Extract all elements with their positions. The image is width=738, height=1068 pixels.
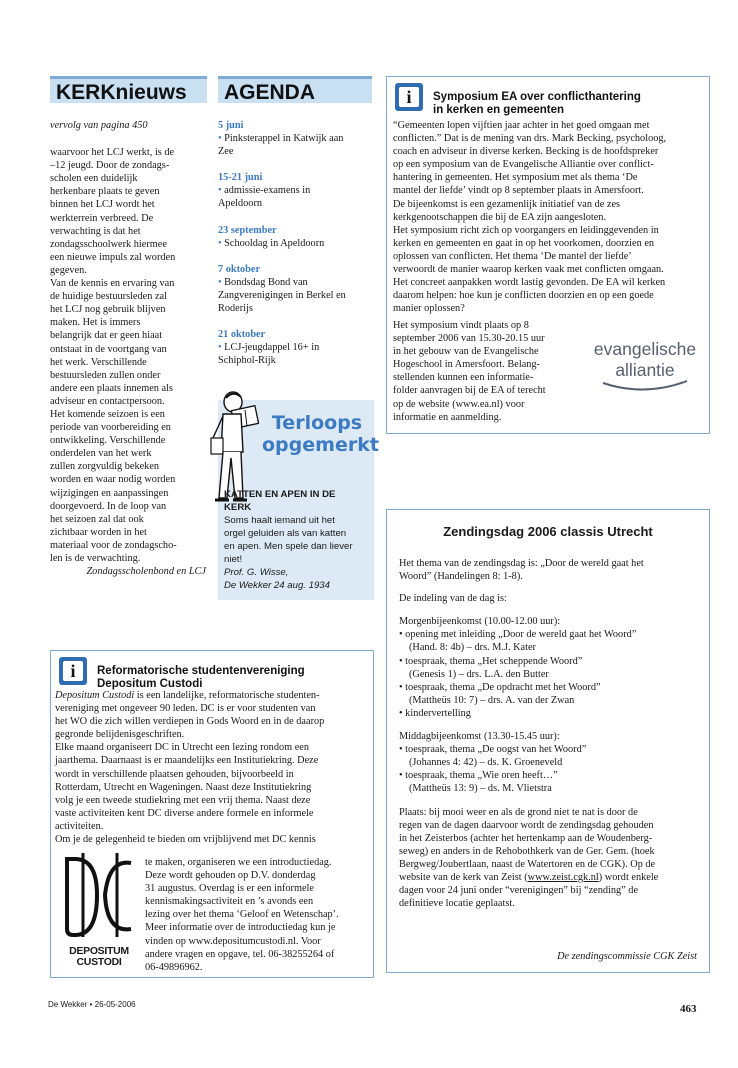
text-line: orgel geluiden als van katten [224, 528, 347, 539]
depositum-custodi-logo [57, 849, 141, 969]
text-line: en apen. Men spele dan liever [224, 541, 353, 552]
reformatorische-lead: Depositum Custodi is een landelijke, reformatorische studenten- [55, 690, 320, 701]
text-line: stellenden kunnen een informatie- [393, 372, 534, 384]
zending-afternoon-heading: Middagbijeenkomst (13.30-15.45 uur): [399, 731, 560, 743]
text-line: kennismakingsactiviteit en ’s avonds een [145, 896, 314, 908]
text-line: in het Zeisterbos (achter het hertenkamp aan de Woudenberg- [399, 832, 653, 844]
dc-logo-text1: DEPOSITUM [69, 945, 129, 957]
zending-afternoon-item: • toespraak, thema „Wie oren heeft…” [399, 770, 558, 782]
zending-morning-item: • toespraak, thema „Het scheppende Woord” [399, 655, 583, 667]
agenda-line: • LCJ-jeugdappel 16+ in [218, 342, 320, 354]
agenda-line: Apeldoorn [218, 198, 263, 210]
text-line: ontwikkeling. Verschillende [50, 435, 166, 447]
text-line: adviseur en contactpersoon. [50, 395, 165, 407]
agenda-list [218, 119, 378, 380]
text-line: verwoordt de manier waarop kerken vaak met conflicten omgaan. [393, 264, 664, 276]
text-line: conflicten.” Dat is de mening van drs. Mark Becking, psycholoog, [393, 133, 667, 145]
kerknieuws-signature: Zondagsscholenbond en LCJ [86, 566, 206, 578]
text-line: “Gemeenten lopen vijftien jaar achter in het goed omgaan met [393, 120, 650, 131]
zendingsdag-title: Zendingsdag 2006 classis Utrecht [443, 524, 653, 539]
text-line: worden en waar nodig worden [50, 474, 176, 486]
symposium-body-2 [393, 319, 583, 424]
text-line: kerkgenootschappen die bij de EA zijn aangesloten. [393, 211, 607, 223]
text-line: periode van voorbereiding en [50, 422, 171, 434]
kerknieuws-vervolg: vervolg van pagina 450 [50, 120, 148, 131]
text-line: verwachting is dat het [50, 225, 141, 237]
agenda-line: Schiphol-Rijk [218, 355, 276, 367]
text-line: Rotterdam, Utrecht en Wageningen. Naast deze Institutiekring [55, 781, 312, 793]
text-line: seweg) en anders in de Rehobothkerk van de Ger. Gem. (hoek [399, 845, 655, 857]
agenda-line: Zangverenigingen in Berkel en [218, 289, 346, 301]
text-line: werkterrein verbreed. De [50, 212, 154, 224]
footer-publication: De Wekker • 26-05-2006 [48, 1000, 136, 1009]
text-line: op de website (www.ea.nl) voor [393, 398, 525, 410]
logo-swoosh [595, 379, 695, 393]
terloops-title-line2: opgemerkt [262, 434, 379, 456]
text-line: het seizoen zal dat ook [50, 513, 144, 525]
text-line: belangrijk dat er geen hiaat [50, 330, 163, 342]
text-line: bestuursleden zullen onder [50, 369, 161, 381]
text-line: wordt in verschillende plaatsen gehouden, bijvoorbeeld in [55, 768, 294, 780]
text-line: oplossen van conflicten. Het thema ‘De mantel der liefde’ [393, 250, 632, 262]
text-line: 06-49896962. [145, 961, 203, 973]
text-line: te maken, organiseren we een introductiedag. [145, 857, 332, 868]
zeist-cgk-link[interactable]: www.zeist.cgk.nl [527, 871, 599, 883]
text-line: maken. Het is immers [50, 317, 141, 329]
terloops-heading-line1: KATTEN EN APEN IN DE [224, 489, 336, 500]
zending-morning-item: • opening met inleiding „Door de wereld gaat het Woord” [399, 629, 637, 641]
agenda-item [218, 263, 378, 315]
text-line: Het symposium richt zich op voorgangers en leidinggevenden in [393, 224, 659, 236]
page-number: 463 [680, 1003, 697, 1015]
text-line: activiteiten. [55, 820, 104, 832]
symposium-box [386, 76, 710, 434]
text-line: Plaats: bij mooi weer en als de grond niet te nat is door de [399, 806, 638, 818]
agenda-date: 23 september [218, 224, 277, 236]
zending-morning-item-detail: (Mattheüs 10: 7) – drs. A. van der Zwan [409, 694, 575, 706]
text-line: onderdelen van het werk [50, 448, 152, 460]
text-line: de huidige bestuursleden zal [50, 291, 167, 303]
text-line: De bijeenkomst is een gezamenlijk initiatief van de zes [393, 198, 621, 210]
text-line: materiaal voor de zondagscho- [50, 539, 177, 551]
zending-intro-line2: Woord” (Handelingen 8: 1-8). [399, 571, 523, 583]
symposium-title-line1: Symposium EA over conflicthantering [433, 91, 641, 103]
text-line: september 2006 van 15.30-20.15 uur [393, 333, 545, 345]
reformatorische-body-2 [145, 856, 371, 974]
text-line: binnen het LCJ wordt het [50, 199, 155, 211]
info-icon: i [59, 657, 87, 685]
text-line: Het symposium vindt plaats op 8 [393, 320, 529, 331]
logo-line1: evangelische [593, 339, 697, 359]
text-line: coach en adviseur in diverse kerken. Becking is de hoofdspreker [393, 146, 659, 158]
text-line: doorgevoerd. In de loop van [50, 500, 167, 512]
kerknieuws-body [50, 146, 210, 565]
terloops-heading-line2: KERK [224, 502, 252, 513]
text-line: het LCJ nog gebruik blijven [50, 304, 166, 316]
reformatorische-title-line1: Reformatorische studentenvereniging [97, 665, 305, 677]
text-line: manier oplossen? [393, 303, 465, 315]
symposium-title-line2: in kerken en gemeenten [433, 104, 565, 116]
text-line: Hogeschool in Amersfoort. Belang- [393, 359, 540, 371]
text-line: het werk. Verschillende [50, 356, 147, 368]
agenda-title: AGENDA [224, 81, 316, 104]
evangelische-alliantie-logo [581, 339, 709, 393]
symposium-title [433, 91, 703, 117]
kerknieuws-column [50, 119, 210, 578]
terloops-title-line1: Terloops [271, 412, 363, 434]
text-line: jaarthema. Daarnaast is er maandelijks een Institutiekring. Deze [55, 755, 319, 767]
text-line: zondagsschoolwerk hiermee [50, 238, 167, 250]
zending-afternoon-item-detail: (Johannes 4: 42) – ds. K. Groeneveld [409, 757, 563, 769]
text-line: zullen zorgvuldig bekeken [50, 461, 160, 473]
agenda-line: • Bondsdag Bond van [218, 276, 308, 288]
agenda-date: 5 juni [218, 120, 244, 131]
text-line: herkenbare plaats te geven [50, 186, 160, 198]
zending-signature: De zendingscommissie CGK Zeist [557, 951, 697, 962]
agenda-date: 21 oktober [218, 329, 266, 341]
text-line: len is de verwachting. [50, 553, 141, 564]
text-line: vinden op www.depositumcustodi.nl. Voor [145, 935, 321, 947]
agenda-date: 15-21 juni [218, 172, 263, 184]
agenda-date: 7 oktober [218, 263, 261, 275]
dc-logo-text2: CUSTODI [76, 956, 122, 968]
text-line: niet! [224, 554, 243, 565]
agenda-item [218, 171, 378, 210]
text-line: Soms haalt iemand uit het [224, 515, 335, 526]
text-line: Bergweg/Joubertlaan, naast de Watertoren en de CGK). Op de [399, 858, 656, 870]
text-line: folder aanvragen bij de EA of terecht [393, 385, 546, 397]
zending-indeling: De indeling van de dag is: [399, 593, 507, 605]
text-line: hantering in gemeenten. Het symposium met als thema ‘De [393, 172, 638, 184]
zendingsdag-body [399, 557, 705, 910]
agenda-line: • admissie-examens in [218, 185, 311, 197]
text-line: daarom helpen: hoe kun je conflicten doorzien en op een goede [393, 290, 654, 302]
text-line: op een symposium van de Evangelische Alliantie over conflict- [393, 159, 654, 171]
terloops-title [262, 412, 379, 456]
agenda-line: Roderijs [218, 303, 253, 315]
zending-place [399, 806, 705, 871]
text-line: vaste activiteiten kent DC diverse andere formele en informele [55, 807, 314, 819]
zending-morning-item: • toespraak, thema „De opdracht met het Woord” [399, 681, 601, 693]
agenda-item [218, 119, 378, 158]
text-line: Deze wordt gehouden op D.V. donderdag [145, 870, 316, 882]
agenda-line: Zee [218, 146, 234, 158]
agenda-item [218, 328, 378, 367]
terloops-text [224, 488, 370, 592]
reformatorische-box [50, 650, 374, 978]
text-line: Meer informatie over de introductiedag kun je [145, 922, 336, 934]
text-line: Elke maand organiseert DC in Utrecht een lezing rondom een [55, 742, 309, 754]
agenda-item [218, 224, 378, 250]
reformatorische-title [97, 665, 367, 691]
text-line: Om je de gelegenheid te bieden om vrijblijvend met DC kennis [55, 834, 316, 846]
agenda-line: • Schooldag in Apeldoorn [218, 237, 325, 249]
text-line: andere een plaats innemen als [50, 382, 173, 394]
zending-morning-item: • kindervertelling [399, 707, 471, 719]
agenda-header [218, 76, 372, 103]
text-line: in het gebouw van de Evangelische [393, 346, 539, 358]
kerknieuws-header [50, 76, 207, 103]
zending-morning-heading: Morgenbijeenkomst (10.00-12.00 uur): [399, 616, 561, 628]
text-line: andere vragen en opgave, tel. 06-38255264 of [145, 948, 335, 960]
text-line: –12 jeugd. Door de zondags- [50, 160, 170, 172]
symposium-body [393, 119, 709, 315]
text-line: kerken en gemeenten en gaat in op het voorkomen, doorzien en [393, 237, 655, 249]
zending-intro-line1: Het thema van de zendingsdag is: „Door de wereld gaat het [399, 558, 644, 569]
text-line: Het concreet aanpakken wordt lastig gevonden. De EA wil kerken [393, 277, 666, 289]
zending-morning-item-detail: (Genesis 1) – drs. L.A. den Butter [409, 668, 549, 680]
zendingsdag-box [386, 509, 710, 973]
text-line: scholen een duidelijk [50, 173, 138, 185]
text-line: dagen voor 24 juni onder “verenigingen” bij “zending” de [399, 885, 639, 897]
text-line: gegronde belijdenisgeschriften. [55, 729, 185, 741]
text-line: het WO die zich willen verdiepen in Gods Woord en in de daarop [55, 716, 325, 728]
text-line: regen van de dagen daarvoor wordt de zendingsdag gehouden [399, 819, 654, 831]
text-line: informatie en aanmelding. [393, 411, 502, 423]
text-line: lezing over het thema ‘Geloof en Wetenschap’. [145, 909, 339, 921]
zending-website-line: website van de kerk van Zeist (www.zeist.cgk.nl) wordt enkele [399, 871, 659, 883]
text-line: een nieuwe impuls zal worden [50, 251, 176, 263]
terloops-author: Prof. G. Wisse, [224, 567, 289, 578]
zending-afternoon-item-detail: (Mattheüs 13: 9) – ds. M. Vlietstra [409, 783, 552, 795]
text-line: Van de kennis en ervaring van [50, 278, 175, 290]
text-line: vereniging met ongeveer 90 leden. DC is er voor studenten van [55, 703, 316, 715]
dc-logo-mark [57, 849, 141, 941]
text-line: ontstaat in de voortgang van [50, 343, 167, 355]
text-line: waarvoor het LCJ werkt, is de [50, 147, 175, 159]
agenda-line: • Pinksterappel in Katwijk aan [218, 133, 344, 145]
text-line: definitieve locatie geplaatst. [399, 898, 515, 910]
text-line: 31 augustus. Overdag is er een informele [145, 883, 314, 895]
text-line: zichtbaar worden in het [50, 526, 147, 538]
text-line: gegeven. [50, 264, 87, 276]
terloops-source: De Wekker 24 aug. 1934 [224, 580, 330, 591]
text-line: mantel der liefde’ vindt op 8 september plaats in Amersfoort. [393, 185, 644, 197]
text-line: volg je een tweede studiekring met een vrij thema. Naast deze [55, 794, 311, 806]
text-line: Het komende seizoen is een [50, 408, 165, 420]
zending-morning-item-detail: (Hand. 8: 4b) – drs. M.J. Kater [409, 642, 536, 654]
logo-line2: alliantie [615, 360, 675, 380]
text-line: wijzigingen en aanpassingen [50, 487, 169, 499]
kerknieuws-title: KERKnieuws [56, 81, 187, 104]
info-icon: i [395, 83, 423, 111]
reformatorische-body [55, 689, 373, 846]
reformatorische-title-line2: Depositum Custodi [97, 678, 203, 690]
zending-afternoon-item: • toespraak, thema „De oogst van het Woord” [399, 744, 587, 756]
